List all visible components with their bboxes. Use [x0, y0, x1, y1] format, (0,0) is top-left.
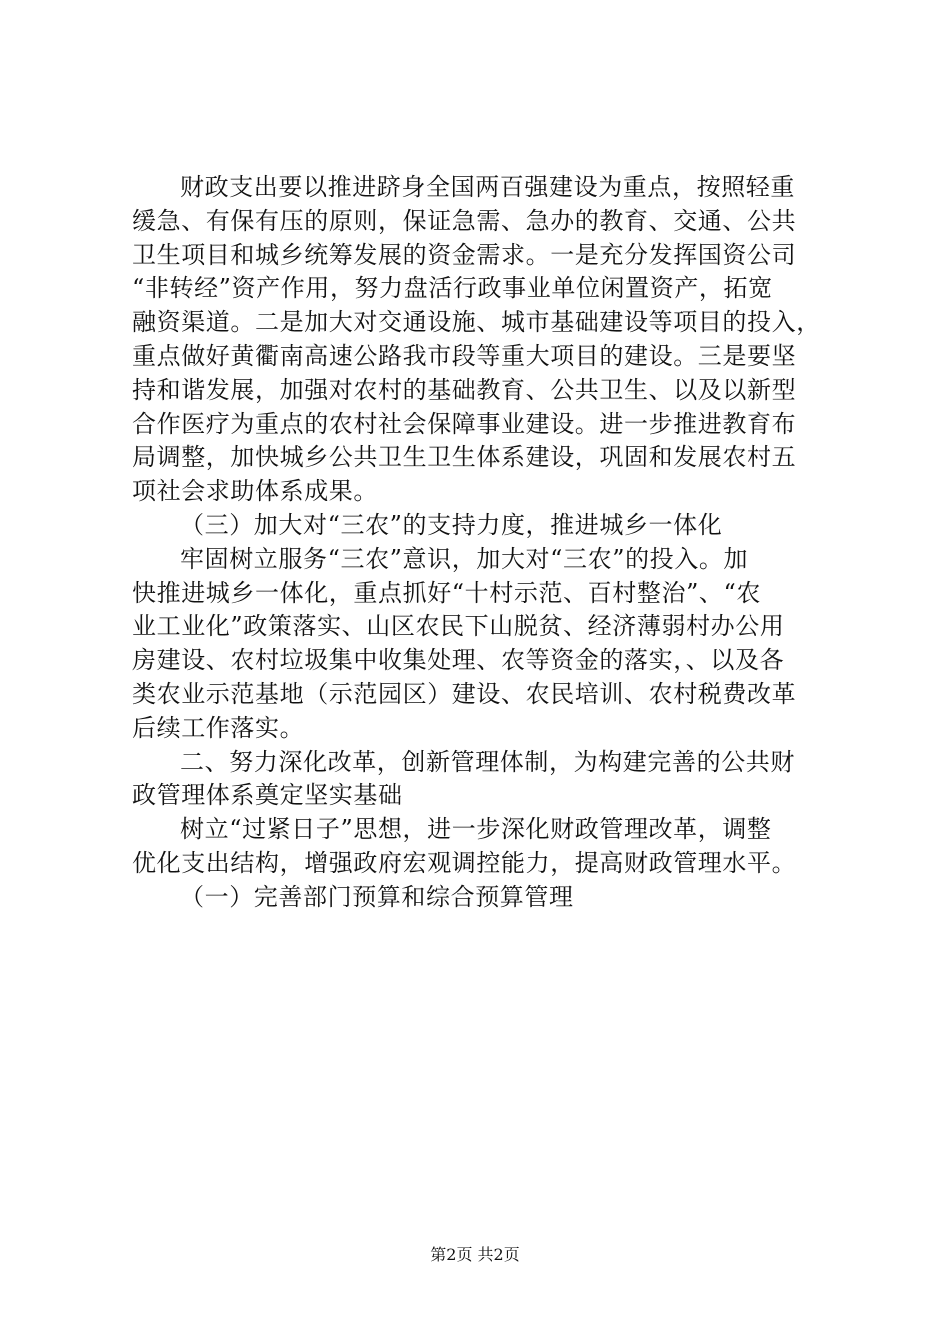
paragraph-line: 重点做好黄衢南高速公路我市段等重大项目的建设。三是要坚 [132, 341, 797, 370]
section-heading: （三）加大对“三农”的支持力度，推进城乡一体化 [180, 510, 723, 539]
paragraph-line: “非转经”资产作用，努力盘活行政事业单位闲置资产，拓宽 [132, 274, 773, 303]
paragraph-line: 类农业示范基地（示范园区）建设、农民培训、农村税费改革 [132, 679, 797, 708]
page-number-footer: 第2页 共2页 [430, 1245, 520, 1264]
paragraph-line: 业工业化”政策落实、山区农民下山脱贫、经济薄弱村办公用 [132, 612, 785, 641]
paragraph-line: 树立“过紧日子”思想，进一步深化财政管理改革，调整 [180, 815, 772, 844]
paragraph-line: 优化支出结构，增强政府宏观调控能力，提高财政管理水平。 [132, 848, 797, 877]
paragraph-line: 卫生项目和城乡统筹发展的资金需求。一是充分发挥国资公司 [132, 240, 797, 269]
document-body [132, 171, 832, 915]
paragraph-line: 后续工作落实。 [132, 713, 305, 742]
paragraph-line: 牢固树立服务“三农”意识，加大对“三农”的投入。加 [180, 544, 749, 573]
section-heading: 二、努力深化改革，创新管理体制，为构建完善的公共财 [180, 747, 795, 776]
paragraph-line: 融资渠道。二是加大对交通设施、城市基础建设等项目的投入， [132, 308, 821, 337]
paragraph-line: 快推进城乡一体化，重点抓好“十村示范、百村整治”、“农 [132, 578, 762, 607]
paragraph-line: 局调整，加快城乡公共卫生卫生体系建设，巩固和发展农村五 [132, 443, 797, 472]
paragraph-line: 缓急、有保有压的原则，保证急需、急办的教育、交通、公共 [132, 206, 797, 235]
paragraph-line: 财政支出要以推进跻身全国两百强建设为重点，按照轻重 [180, 173, 795, 201]
paragraph-line: 合作医疗为重点的农村社会保障事业建设。进一步推进教育布 [132, 409, 797, 438]
paragraph-line: 房建设、农村垃圾集中收集处理、农等资金的落实，、以及各 [132, 646, 785, 675]
subsection-heading: （一）完善部门预算和综合预算管理 [180, 882, 574, 911]
paragraph-line: 项社会求助体系成果。 [132, 477, 378, 506]
paragraph-line: 持和谐发展，加强对农村的基础教育、公共卫生、以及以新型 [132, 375, 797, 404]
section-heading-continued: 政管理体系奠定坚实基础 [132, 781, 403, 810]
